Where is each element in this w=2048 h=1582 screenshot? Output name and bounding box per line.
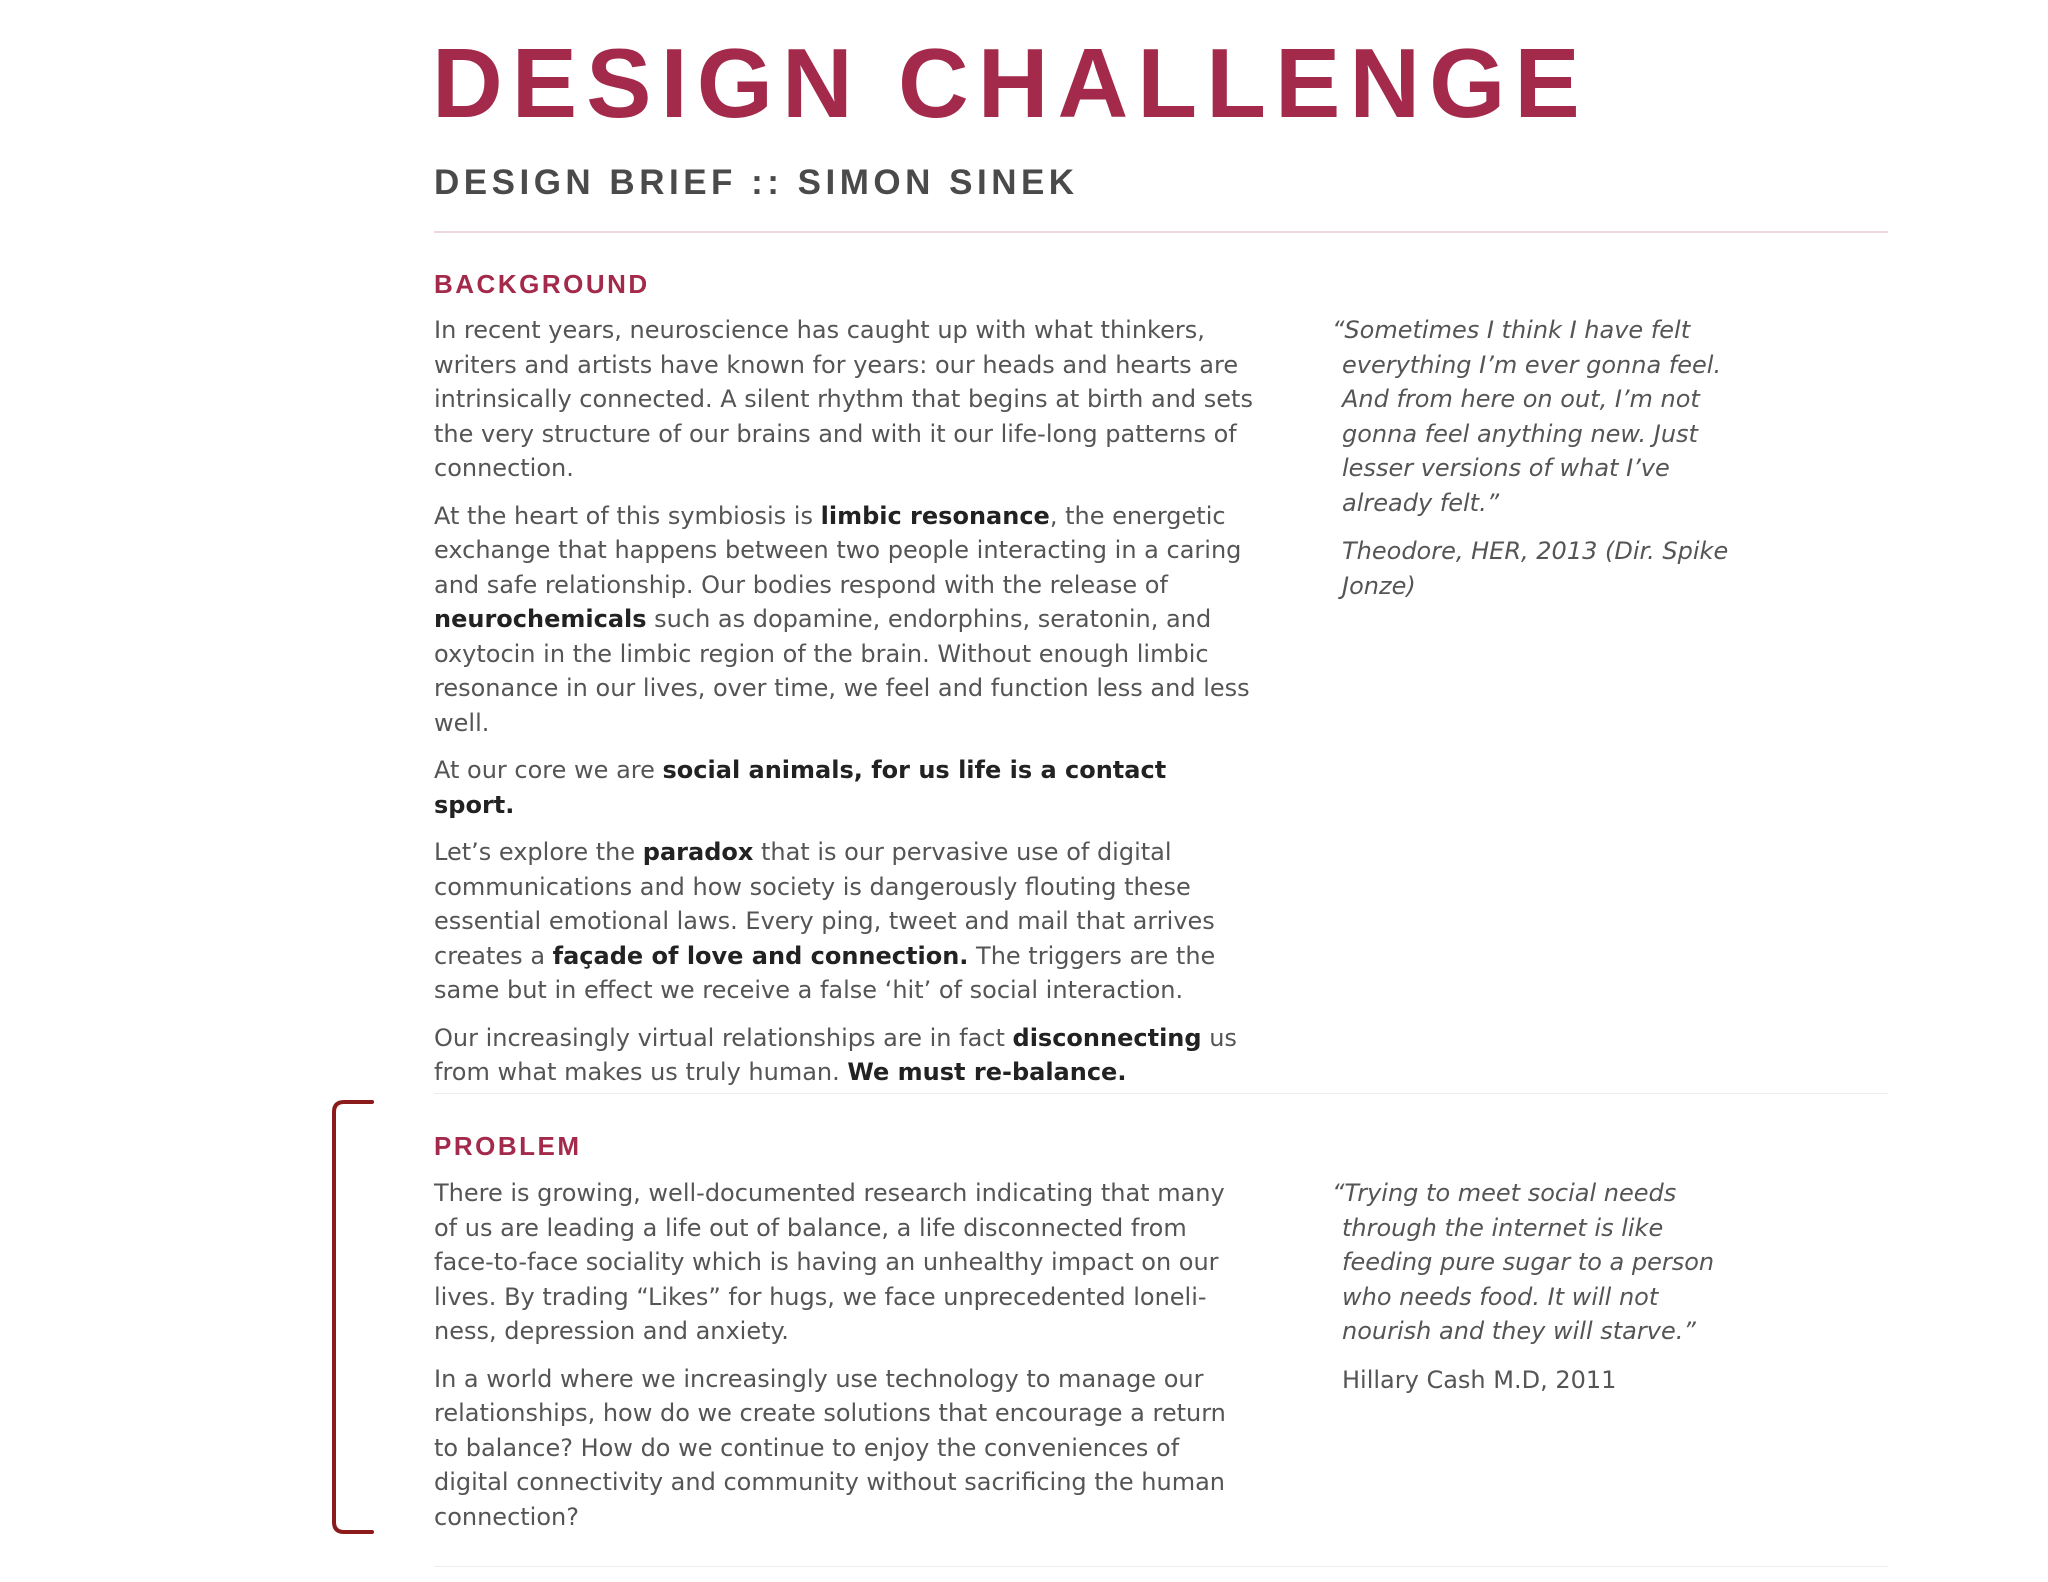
emphasis-facade: façade of love and connection.: [552, 941, 969, 970]
problem-heading: PROBLEM: [434, 1131, 582, 1161]
emphasis-disconnecting: disconnecting: [1012, 1023, 1202, 1052]
background-paragraph-1: In recent years, neuroscience has caught up with what thinkers, writers and artists have known for years: our heads and hearts are intrinsically connected. A silent rhythm that begins at birth and sets the very structure of our brains and with it our life-long patterns of connection.: [434, 316, 1253, 482]
problem-quote: “Trying to meet social needs through the internet is like feeding pure sugar to a person who needs food. It will not nourish and they will starve.”: [1332, 1179, 1715, 1345]
background-paragraph-2: At the heart of this symbiosis is limbic resonance, the energetic exchange that happens between two people interacting in a caring and safe relationship. Our bodies respond with the release of neurochemicals such as dopamine, endorphins, seratonin, and oxytocin in the limbic region of the brain. Without enough limbic resonance in our lives, over time, we feel and function less and less well.: [434, 501, 1250, 737]
title-divider: [434, 231, 1888, 233]
emphasis-limbic-resonance: limbic resonance: [820, 501, 1050, 530]
page-title: DESIGN CHALLENGE: [432, 28, 1589, 138]
background-quote-attribution: Theodore, HER, 2013 (Dir. Spike Jonze): [1342, 537, 1729, 600]
background-quote-block: [1332, 313, 1752, 617]
emphasis-paradox: paradox: [642, 838, 754, 866]
problem-paragraph-2: In a world where we increasingly use technology to manage our relationships, how do we create solutions that encourage a return to balance? How do we continue to enjoy the conveniences of digital connectivity and community without sacrificing the human connection?: [434, 1364, 1226, 1531]
problem-body: [434, 1176, 1254, 1547]
emphasis-rebalance: We must re-balance.: [847, 1058, 1127, 1086]
problem-quote-attribution: Hillary Cash M.D, 2011: [1342, 1365, 1617, 1394]
problem-paragraph-1: There is growing, well-documented research indicating that many of us are leading a life out of balance, a life disconnected from face-to-face sociality which is having an unhealthy impact on our lives. By trading “Likes” for hugs, we face unprecedented loneli-ness, depression and anxiety.: [434, 1179, 1225, 1345]
emphasis-neurochemicals: neurochemicals: [434, 605, 647, 633]
background-heading: BACKGROUND: [434, 269, 650, 299]
problem-quote-block: [1332, 1176, 1752, 1411]
background-paragraph-5: Our increasingly virtual relationships are in fact disconnecting us from what makes us truly human. We must re-balance.: [434, 1023, 1237, 1086]
problem-bracket-annotation: [330, 1098, 374, 1536]
background-paragraph-3: At our core we are social animals, for us life is a contact sport.: [434, 756, 1167, 819]
section-divider: [434, 1093, 1888, 1094]
emphasis-social-animals: social animals, for us life is a contact sport.: [434, 756, 1167, 819]
bottom-divider: [434, 1566, 1888, 1567]
background-body: [434, 313, 1254, 1103]
page-subtitle: DESIGN BRIEF :: SIMON SINEK: [434, 163, 1079, 202]
background-quote: “Sometimes I think I have felt everything I’m ever gonna feel. And from here on out, I’m not gonna feel anything new. Just lesser versions of what I’ve already felt.”: [1332, 316, 1722, 517]
background-paragraph-4: Let’s explore the paradox that is our pervasive use of digital communications and how society is dangerously flouting these essential emotional laws. Every ping, tweet and mail that arrives creates a façade of love and connection. The triggers are the same but in effect we receive a false ‘hit’ of social interaction.: [434, 838, 1216, 1004]
